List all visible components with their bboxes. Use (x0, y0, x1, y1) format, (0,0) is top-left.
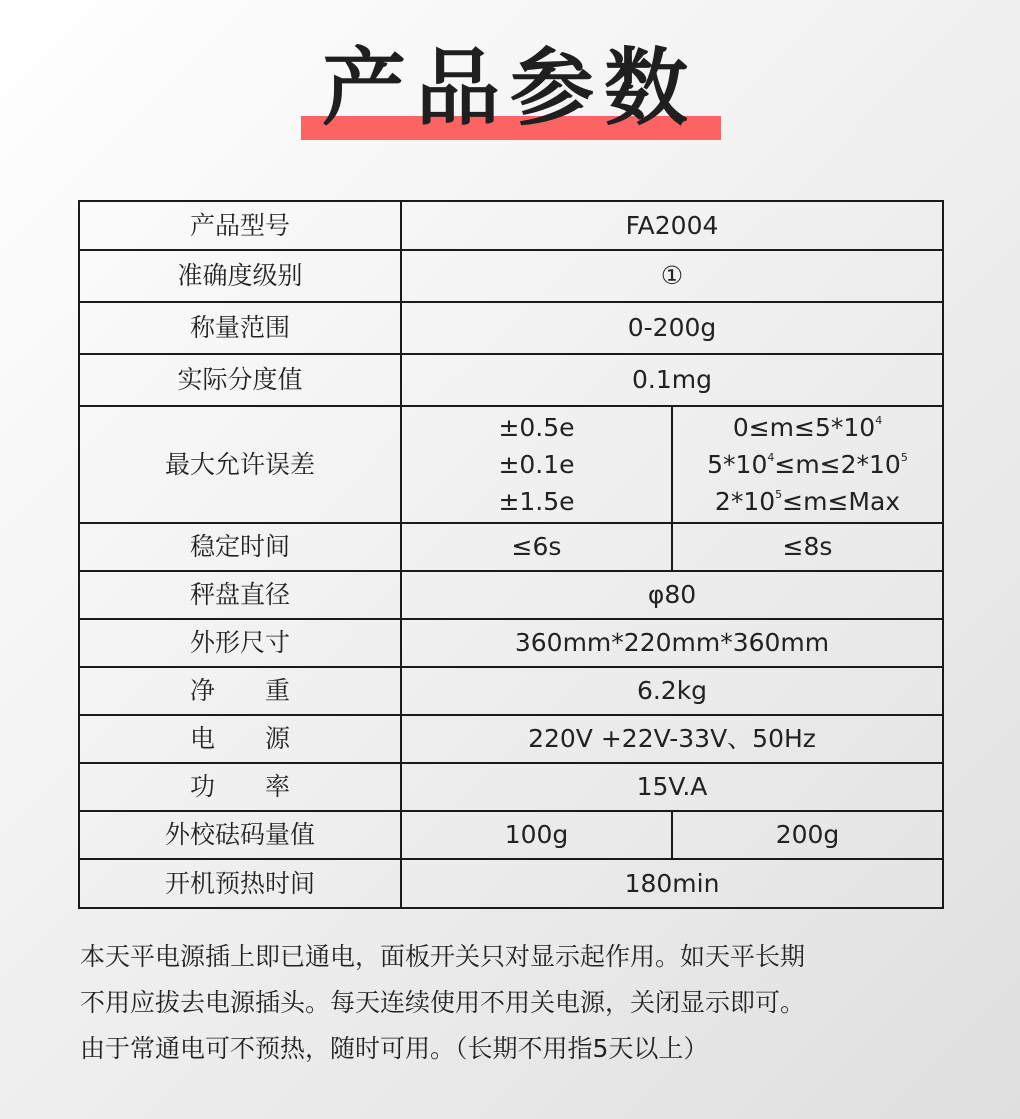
table-row (79, 523, 943, 571)
error-value: ±1.5e (498, 487, 575, 516)
table-row (79, 619, 943, 667)
row-value: φ80 (401, 571, 943, 619)
row-label: 最大允许误差 (79, 406, 401, 523)
page-title: 产品参数 (321, 39, 698, 137)
table-row (79, 302, 943, 354)
range-exponent: 5 (900, 451, 908, 464)
row-label: 准确度级别 (79, 250, 401, 302)
range-exponent: 4 (875, 414, 883, 427)
table-row (79, 667, 943, 715)
note-line: 本天平电源插上即已通电，面板开关只对显示起作用。如天平长期 (80, 942, 806, 971)
table-row (79, 250, 943, 302)
table-row (79, 571, 943, 619)
row-value: 180min (401, 859, 943, 908)
row-value: 360mm*220mm*360mm (401, 619, 943, 667)
note-line: 不用应拔去电源插头。每天连续使用不用关电源，关闭显示即可。 (80, 988, 806, 1017)
row-value: 6.2kg (401, 667, 943, 715)
table-row (79, 811, 943, 859)
error-value: ±0.5e (498, 413, 575, 442)
row-label: 称量范围 (79, 302, 401, 354)
usage-note (80, 934, 960, 1072)
row-label: 产品型号 (79, 201, 401, 250)
range-exponent: 5 (775, 488, 783, 501)
table-row (79, 859, 943, 908)
range-text: 2*10 (714, 487, 776, 516)
mass-range (673, 446, 942, 483)
range-text: 5*10 (707, 450, 768, 479)
row-label: 功 率 (79, 763, 401, 811)
row-value-a: 100g (401, 811, 672, 859)
range-text: ≤m≤Max (782, 487, 901, 516)
row-value: 15V.A (401, 763, 943, 811)
table-row (79, 715, 943, 763)
range-exponent: 4 (767, 451, 775, 464)
table-row (79, 763, 943, 811)
table-row (79, 354, 943, 406)
row-label: 开机预热时间 (79, 859, 401, 908)
row-value: 0-200g (401, 302, 943, 354)
table-row (79, 406, 943, 523)
row-label: 稳定时间 (79, 523, 401, 571)
row-label: 电 源 (79, 715, 401, 763)
row-label: 实际分度值 (79, 354, 401, 406)
row-label: 净 重 (79, 667, 401, 715)
range-text: ≤m≤2*10 (774, 450, 901, 479)
row-value-b: 200g (672, 811, 943, 859)
row-value: ① (401, 250, 943, 302)
row-value: FA2004 (401, 201, 943, 250)
row-value-a: ≤6s (401, 523, 672, 571)
row-value: 0.1mg (401, 354, 943, 406)
row-label: 秤盘直径 (79, 571, 401, 619)
row-label: 外校砝码量值 (79, 811, 401, 859)
spec-table (78, 200, 944, 909)
mass-range (673, 409, 942, 446)
page-header (0, 0, 1020, 170)
table-row (79, 201, 943, 250)
range-text: 0≤m≤5*10 (732, 413, 876, 442)
note-line: 由于常通电可不预热，随时可用。（长期不用指5天以上） (80, 1034, 709, 1063)
error-values-cell (401, 406, 672, 523)
mass-ranges-cell (672, 406, 943, 523)
mass-range (673, 483, 942, 520)
row-value-b: ≤8s (672, 523, 943, 571)
row-value: 220V +22V-33V、50Hz (401, 715, 943, 763)
error-value: ±0.1e (498, 450, 575, 479)
row-label: 外形尺寸 (79, 619, 401, 667)
